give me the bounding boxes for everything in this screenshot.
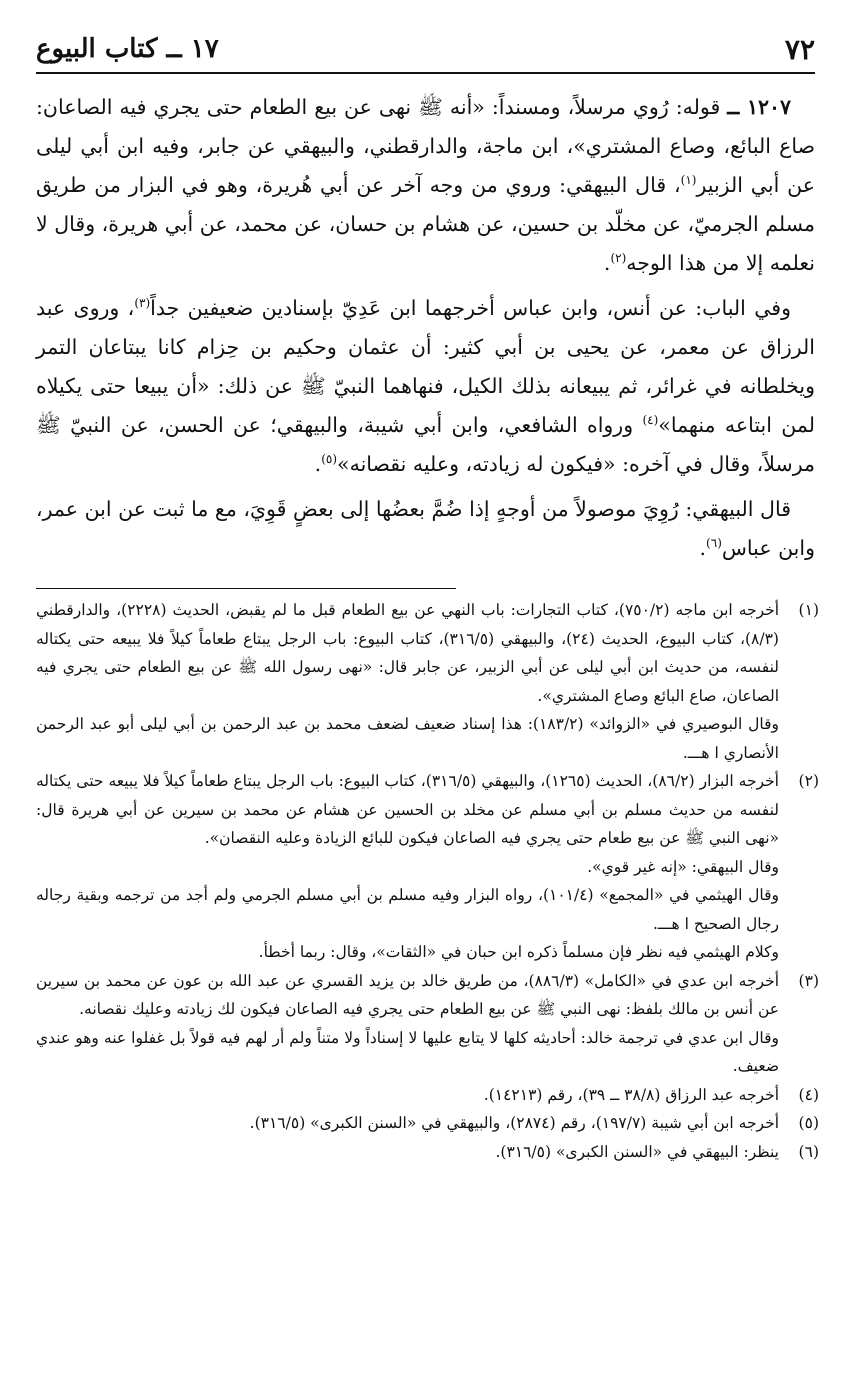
paragraph-bayhaqi — [36, 490, 815, 568]
footnote — [36, 767, 819, 967]
footnote-text: وقال ابن عدي في ترجمة خالد: أحاديثه كلها لا يتابع عليها لا إسناداً ولا متناً ولم أر لهم فيه قولاً بل غفلوا عنه وهو عندي ضعيف. — [36, 1028, 779, 1075]
footnote — [36, 967, 819, 1081]
paragraph-text: ، قال البيهقي: وروي من وجه آخر عن أبي هُريرة، وهو في البزار من طريق مسلم الجرميّ، عن مخلّد بن حسين، عن هشام بن حسان، عن محمد، عن أبي هريرة، وقال لا نعلمه إلا من هذا الوجه — [36, 173, 815, 275]
footnote-number: (١) — [798, 601, 819, 619]
footnote-ref[interactable]: (٤) — [642, 413, 659, 428]
footnote-text: أخرجه ابن عدي في «الكامل» (٨٨٦/٣)، من طريق خالد بن يزيد القسري عن عبد الله بن عون عن محمد بن سيرين عن أنس بن مالك بلفظ: نهى النبي ﷺ عن بيع الطعام حتى يجري فيه الصاعان فيكون لك زيادته وعليك نقصانه. — [36, 971, 779, 1018]
footnote-text: وقال البيهقي: «إنه غير قوي». — [587, 857, 779, 876]
footnote — [36, 1138, 819, 1167]
paragraph-text: قال البيهقي: رُوِيَ موصولاً من أوجهٍ إذا ضُمَّ بعضُها إلى بعضٍ قَوِيَ، مع ما ثبت عن ابن عمر، وابن عباس — [36, 497, 815, 560]
footnote — [36, 1081, 819, 1110]
footnote-number: (٢) — [798, 772, 819, 790]
page-number: ٧٢ — [784, 32, 815, 66]
footnotes — [36, 596, 819, 1166]
footnote-text: أخرجه ابن ماجه (٧٥٠/٢)، كتاب التجارات: باب النهي عن بيع الطعام قبل ما لم يقبض، الحديث (٢٢٢٨)، والدارقطني (٨/٣)، كتاب البيوع، الحديث (٢٤)، والبيهقي (٣١٦/٥)، كتاب البيوع: باب الرجل يبتاع طعاماً كيلاً فلا يبيعه حتى يكتاله لنفسه، من حديث ابن أبي ليلى عن أبي الزبير، عن جابر قال: «نهى رسول الله ﷺ عن بيع الطعام حتى يجري فيه الصاعان، صاع البائع وصاع المشتري». — [36, 601, 780, 705]
footnote-ref[interactable]: (٢) — [610, 251, 627, 266]
paragraph-text: . — [699, 536, 707, 560]
footnote-number: (٦) — [798, 1142, 819, 1161]
footnote-ref[interactable]: (١) — [680, 173, 697, 188]
main-text — [36, 88, 815, 574]
footnote-ref[interactable]: (٦) — [706, 536, 722, 551]
paragraph-text: ، وروى عبد الرزاق عن معمر، عن يحيى بن أبي كثير: أن عثمان وحكيم بن حِزام كانا يبتاعان التمر ويخلطانه في غرائر، ثم يبيعانه بذلك الكيل، فنهاهما النبيّ ﷺ عن ذلك: «أن يبيعا حتى يكيلاه لمن ابتاعه منهما» — [36, 296, 815, 437]
footnote-text: وقال البوصيري في «الزوائد» (١٨٣/٢): هذا إسناد ضعيف لضعف محمد بن عبد الرحمن بن أبي ليلى أبو عبد الرحمن الأنصاري ا هـــ. — [36, 715, 779, 762]
footnote-separator — [36, 588, 456, 589]
paragraph-text: . — [314, 452, 322, 476]
footnote-text: ينظر: البيهقي في «السنن الكبرى» (٣١٦/٥). — [495, 1142, 779, 1161]
footnote-text: أخرجه البزار (٨٦/٢)، الحديث (١٢٦٥)، والبيهقي (٣١٦/٥)، كتاب البيوع: باب الرجل يبتاع طعاماً كيلاً فلا يبيعه حتى يكتاله لنفسه من حديث مسلم بن أبي مسلم عن مخلد بن الحسين عن هشام عن محمد بن سيرين عن أبي هريرة قال: «نهى النبي ﷺ عن بيع طعام حتى يجري فيه الصاعان فيكون للبائع الزيادة وعليه النقصان». — [36, 772, 779, 847]
entry-number: ١٢٠٧ ــ — [727, 95, 791, 119]
footnote-text: أخرجه ابن أبي شيبة (١٩٧/٧)، رقم (٢٨٧٤)، والبيهقي في «السنن الكبرى» (٣١٦/٥). — [249, 1114, 779, 1132]
footnote-text: أخرجه عبد الرزاق (٣٨/٨ ــ ٣٩)، رقم (١٤٢١٣). — [483, 1085, 779, 1104]
footnote — [36, 596, 819, 767]
running-title: ١٧ ــ كتاب البيوع — [36, 34, 219, 64]
paragraph-bab — [36, 289, 815, 484]
footnote-number: (٣) — [798, 971, 819, 990]
footnote-ref[interactable]: (٥) — [321, 452, 338, 467]
footnote-text: وكلام الهيثمي فيه نظر فإن مسلماً ذكره ابن حبان في «الثقات»، وقال: ربما أخطأ. — [258, 943, 779, 961]
page-header — [36, 26, 815, 74]
footnote-number: (٥) — [798, 1114, 819, 1132]
footnote — [36, 1109, 819, 1138]
paragraph-text: ورواه الشافعي، وابن أبي شيبة، والبيهقي؛ عن الحسن، عن النبيّ ﷺ مرسلاً، وقال في آخره: «فيكون له زيادته، وعليه نقصانه» — [36, 413, 815, 476]
paragraph-text: قوله: رُوي مرسلاً، ومسنداً: «أنه ﷺ نهى عن بيع الطعام حتى يجري فيه الصاعان: صاع البائع، وصاع المشتري»، ابن ماجة، والدارقطني، والبيهقي عن جابر، وفيه ابن أبي ليلى عن أبي الزبير — [36, 95, 815, 197]
footnote-number: (٤) — [798, 1085, 819, 1104]
paragraph-1207 — [36, 88, 815, 283]
paragraph-text: . — [603, 251, 611, 275]
paragraph-text: وفي الباب: عن أنس، وابن عباس أخرجهما ابن عَدِيّ بإسنادين ضعيفين جداً — [150, 296, 791, 320]
footnote-ref[interactable]: (٣) — [134, 296, 151, 311]
footnote-text: وقال الهيثمي في «المجمع» (١٠١/٤)، رواه البزار وفيه مسلم بن أبي مسلم الجرمي ولم أجد من ترجمه وبقية رجاله رجال الصحيح ا هـــ. — [36, 886, 779, 933]
